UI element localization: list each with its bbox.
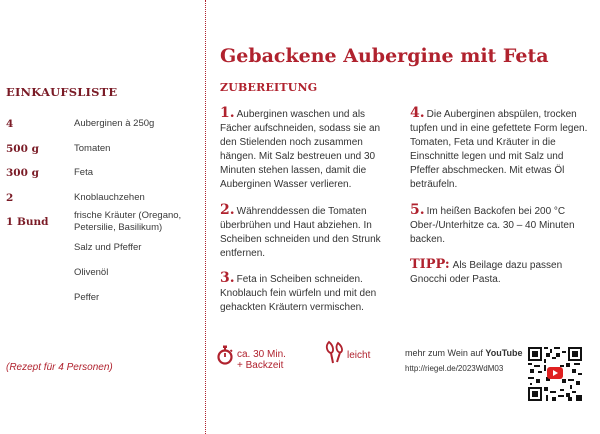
item-name: Peffer (74, 292, 100, 303)
step-number: 2. (220, 202, 235, 218)
wine-link[interactable]: http://riegel.de/2023WdM03 (405, 364, 504, 373)
preparation-heading: ZUBEREITUNG (220, 81, 318, 94)
shopping-list-title: EINKAUFSLISTE (6, 85, 118, 99)
recipe-step (220, 203, 395, 261)
prep-time-extra: + Backzeit (237, 360, 284, 371)
servings-note: (Rezept für 4 Personen) (6, 362, 113, 373)
item-name: Auberginen à 250g (74, 118, 155, 129)
step-number: 4. (410, 105, 425, 121)
step-number: 5. (410, 202, 425, 218)
item-quantity: 4 (6, 118, 14, 130)
step-number: 1. (220, 105, 235, 121)
step-text: Währenddessen die Tomaten überbrühen und Haut abziehen. In Scheiben schneiden und den Strunk entfernen. (220, 206, 381, 259)
difficulty-value: leicht (347, 350, 371, 361)
tip-label: TIPP: (410, 257, 450, 272)
step-number: 3. (220, 270, 235, 286)
youtube-play-icon (547, 367, 563, 379)
tip-text: Als Beilage dazu passen Gnocchi oder Pasta. (410, 260, 563, 285)
item-name: frische Kräuter (Oregano, Petersilie, Basilikum) (74, 210, 182, 233)
youtube-logo: YouTube (485, 348, 523, 358)
item-name: Salz und Pfeffer (74, 242, 142, 253)
item-name: Olivenöl (74, 267, 109, 278)
tip-box (410, 258, 590, 287)
wine-text: mehr zum Wein auf (405, 348, 483, 358)
wine-note (405, 348, 523, 358)
step-text: Die Auberginen abspülen, trocken tupfen und in eine gefettete Form legen. Tomaten, Feta und Kräuter in die Einschnitte legen und mit Salz und Pfeffer abschmecken. Mit etwas Öl beträufeln. (410, 109, 588, 190)
prep-time-value: ca. 30 Min. (237, 349, 286, 360)
difficulty (325, 340, 395, 370)
step-text: Feta in Scheiben schneiden. Knoblauch fein würfeln und mit den gehackten Kräutern vermischen. (220, 274, 377, 313)
prep-time (216, 345, 306, 375)
recipe-step (220, 106, 395, 192)
recipe-step (220, 271, 395, 315)
item-name: Feta (74, 167, 94, 178)
item-name: Tomaten (74, 143, 111, 154)
column-divider (205, 0, 206, 434)
recipe-step (410, 203, 590, 247)
qr-code-icon[interactable] (528, 347, 582, 401)
step-text: Im heißen Backofen bei 200 °C Ober-/Unterhitze ca. 30 – 40 Minuten backen. (410, 206, 575, 245)
item-quantity: 1 Bund (6, 216, 49, 228)
item-quantity: 500 g (6, 143, 39, 155)
item-quantity: 300 g (6, 167, 39, 179)
recipe-title: Gebackene Aubergine mit Feta (220, 45, 549, 67)
item-quantity: 2 (6, 192, 14, 204)
whisk-icon (325, 340, 345, 364)
item-name: Knoblauchzehen (74, 192, 145, 203)
stopwatch-icon (216, 345, 234, 365)
recipe-step (410, 106, 590, 192)
step-text: Auberginen waschen und als Fächer aufschneiden, sodass sie an den Stielenden noch zusammen hängen. Mit Salz bestreuen und 30 Minuten stehen lassen, damit die Auberginen Wasser verlieren. (220, 109, 381, 190)
